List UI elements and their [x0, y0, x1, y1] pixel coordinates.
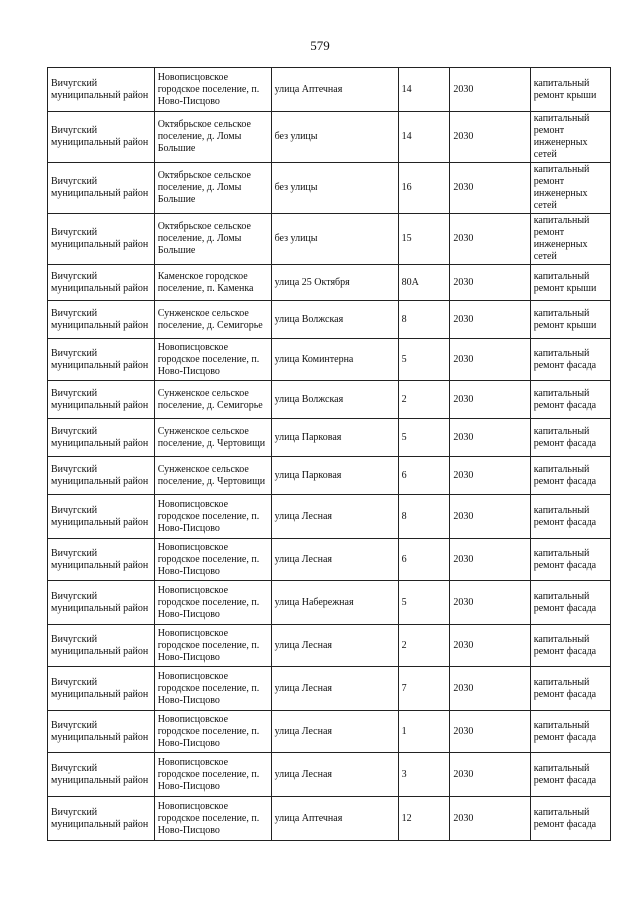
- street-cell: улица 25 Октября: [271, 265, 398, 301]
- table-row: [48, 339, 611, 381]
- house-number-cell: 5: [398, 419, 450, 457]
- settlement-cell: Сунженское сельское поселение, д. Семигорье: [154, 301, 271, 339]
- table-row: [48, 112, 611, 163]
- table-row: [48, 711, 611, 753]
- settlement-cell: Сунженское сельское поселение, д. Чертовищи: [154, 419, 271, 457]
- district-cell: Вичугский муниципальный район: [48, 711, 155, 753]
- table-row: [48, 457, 611, 495]
- table-row: [48, 495, 611, 539]
- work-type-cell: капитальный ремонт фасада: [530, 797, 610, 841]
- street-cell: улица Парковая: [271, 457, 398, 495]
- settlement-cell: Новописцовское городское поселение, п. Ново-Писцово: [154, 711, 271, 753]
- work-type-cell: капитальный ремонт крыши: [530, 265, 610, 301]
- street-cell: улица Лесная: [271, 625, 398, 667]
- district-cell: Вичугский муниципальный район: [48, 625, 155, 667]
- table-row: [48, 301, 611, 339]
- settlement-cell: Октябрьское сельское поселение, д. Ломы Большие: [154, 163, 271, 214]
- street-cell: без улицы: [271, 214, 398, 265]
- street-cell: улица Коминтерна: [271, 339, 398, 381]
- district-cell: Вичугский муниципальный район: [48, 667, 155, 711]
- table-row: [48, 214, 611, 265]
- year-cell: 2030: [450, 495, 530, 539]
- district-cell: Вичугский муниципальный район: [48, 214, 155, 265]
- district-cell: Вичугский муниципальный район: [48, 495, 155, 539]
- year-cell: 2030: [450, 265, 530, 301]
- street-cell: без улицы: [271, 163, 398, 214]
- work-type-cell: капитальный ремонт инженерных сетей: [530, 112, 610, 163]
- year-cell: 2030: [450, 457, 530, 495]
- work-type-cell: капитальный ремонт фасада: [530, 381, 610, 419]
- table-body: [48, 68, 611, 841]
- work-type-cell: капитальный ремонт фасада: [530, 495, 610, 539]
- table-row: [48, 625, 611, 667]
- house-number-cell: 8: [398, 301, 450, 339]
- street-cell: улица Лесная: [271, 495, 398, 539]
- year-cell: 2030: [450, 112, 530, 163]
- district-cell: Вичугский муниципальный район: [48, 581, 155, 625]
- table-row: [48, 797, 611, 841]
- house-number-cell: 80А: [398, 265, 450, 301]
- year-cell: 2030: [450, 581, 530, 625]
- work-type-cell: капитальный ремонт фасада: [530, 419, 610, 457]
- street-cell: улица Волжская: [271, 301, 398, 339]
- work-type-cell: капитальный ремонт инженерных сетей: [530, 214, 610, 265]
- house-number-cell: 6: [398, 539, 450, 581]
- year-cell: 2030: [450, 667, 530, 711]
- settlement-cell: Новописцовское городское поселение, п. Ново-Писцово: [154, 539, 271, 581]
- street-cell: улица Лесная: [271, 711, 398, 753]
- street-cell: улица Аптечная: [271, 68, 398, 112]
- street-cell: улица Парковая: [271, 419, 398, 457]
- work-type-cell: капитальный ремонт крыши: [530, 301, 610, 339]
- year-cell: 2030: [450, 214, 530, 265]
- table-row: [48, 381, 611, 419]
- district-cell: Вичугский муниципальный район: [48, 539, 155, 581]
- house-number-cell: 16: [398, 163, 450, 214]
- settlement-cell: Каменское городское поселение, п. Каменка: [154, 265, 271, 301]
- work-type-cell: капитальный ремонт фасада: [530, 581, 610, 625]
- repair-schedule-table: [47, 67, 611, 841]
- district-cell: Вичугский муниципальный район: [48, 797, 155, 841]
- work-type-cell: капитальный ремонт инженерных сетей: [530, 163, 610, 214]
- house-number-cell: 14: [398, 112, 450, 163]
- house-number-cell: 7: [398, 667, 450, 711]
- street-cell: улица Волжская: [271, 381, 398, 419]
- settlement-cell: Новописцовское городское поселение, п. Ново-Писцово: [154, 667, 271, 711]
- house-number-cell: 2: [398, 625, 450, 667]
- house-number-cell: 15: [398, 214, 450, 265]
- house-number-cell: 5: [398, 581, 450, 625]
- table-row: [48, 163, 611, 214]
- settlement-cell: Новописцовское городское поселение, п. Ново-Писцово: [154, 68, 271, 112]
- street-cell: улица Лесная: [271, 539, 398, 581]
- district-cell: Вичугский муниципальный район: [48, 68, 155, 112]
- settlement-cell: Сунженское сельское поселение, д. Семигорье: [154, 381, 271, 419]
- year-cell: 2030: [450, 381, 530, 419]
- house-number-cell: 1: [398, 711, 450, 753]
- year-cell: 2030: [450, 797, 530, 841]
- table-row: [48, 581, 611, 625]
- house-number-cell: 2: [398, 381, 450, 419]
- year-cell: 2030: [450, 301, 530, 339]
- street-cell: улица Лесная: [271, 753, 398, 797]
- settlement-cell: Сунженское сельское поселение, д. Чертовищи: [154, 457, 271, 495]
- work-type-cell: капитальный ремонт крыши: [530, 68, 610, 112]
- year-cell: 2030: [450, 625, 530, 667]
- settlement-cell: Новописцовское городское поселение, п. Ново-Писцово: [154, 797, 271, 841]
- work-type-cell: капитальный ремонт фасада: [530, 339, 610, 381]
- table-row: [48, 265, 611, 301]
- settlement-cell: Октябрьское сельское поселение, д. Ломы Большие: [154, 112, 271, 163]
- year-cell: 2030: [450, 68, 530, 112]
- house-number-cell: 3: [398, 753, 450, 797]
- house-number-cell: 6: [398, 457, 450, 495]
- table-row: [48, 667, 611, 711]
- street-cell: улица Набережная: [271, 581, 398, 625]
- street-cell: улица Аптечная: [271, 797, 398, 841]
- settlement-cell: Новописцовское городское поселение, п. Ново-Писцово: [154, 495, 271, 539]
- district-cell: Вичугский муниципальный район: [48, 112, 155, 163]
- district-cell: Вичугский муниципальный район: [48, 419, 155, 457]
- district-cell: Вичугский муниципальный район: [48, 301, 155, 339]
- table-row: [48, 539, 611, 581]
- year-cell: 2030: [450, 339, 530, 381]
- street-cell: без улицы: [271, 112, 398, 163]
- year-cell: 2030: [450, 753, 530, 797]
- district-cell: Вичугский муниципальный район: [48, 457, 155, 495]
- work-type-cell: капитальный ремонт фасада: [530, 667, 610, 711]
- work-type-cell: капитальный ремонт фасада: [530, 539, 610, 581]
- house-number-cell: 12: [398, 797, 450, 841]
- district-cell: Вичугский муниципальный район: [48, 381, 155, 419]
- page-number: 579: [310, 38, 330, 53]
- street-cell: улица Лесная: [271, 667, 398, 711]
- house-number-cell: 14: [398, 68, 450, 112]
- district-cell: Вичугский муниципальный район: [48, 753, 155, 797]
- year-cell: 2030: [450, 711, 530, 753]
- work-type-cell: капитальный ремонт фасада: [530, 625, 610, 667]
- house-number-cell: 5: [398, 339, 450, 381]
- year-cell: 2030: [450, 539, 530, 581]
- year-cell: 2030: [450, 163, 530, 214]
- table-row: [48, 68, 611, 112]
- settlement-cell: Новописцовское городское поселение, п. Ново-Писцово: [154, 339, 271, 381]
- district-cell: Вичугский муниципальный район: [48, 339, 155, 381]
- work-type-cell: капитальный ремонт фасада: [530, 753, 610, 797]
- work-type-cell: капитальный ремонт фасада: [530, 711, 610, 753]
- house-number-cell: 8: [398, 495, 450, 539]
- settlement-cell: Новописцовское городское поселение, п. Ново-Писцово: [154, 753, 271, 797]
- settlement-cell: Новописцовское городское поселение, п. Ново-Писцово: [154, 625, 271, 667]
- settlement-cell: Новописцовское городское поселение, п. Ново-Писцово: [154, 581, 271, 625]
- year-cell: 2030: [450, 419, 530, 457]
- district-cell: Вичугский муниципальный район: [48, 163, 155, 214]
- table-row: [48, 753, 611, 797]
- district-cell: Вичугский муниципальный район: [48, 265, 155, 301]
- settlement-cell: Октябрьское сельское поселение, д. Ломы Большие: [154, 214, 271, 265]
- work-type-cell: капитальный ремонт фасада: [530, 457, 610, 495]
- table-row: [48, 419, 611, 457]
